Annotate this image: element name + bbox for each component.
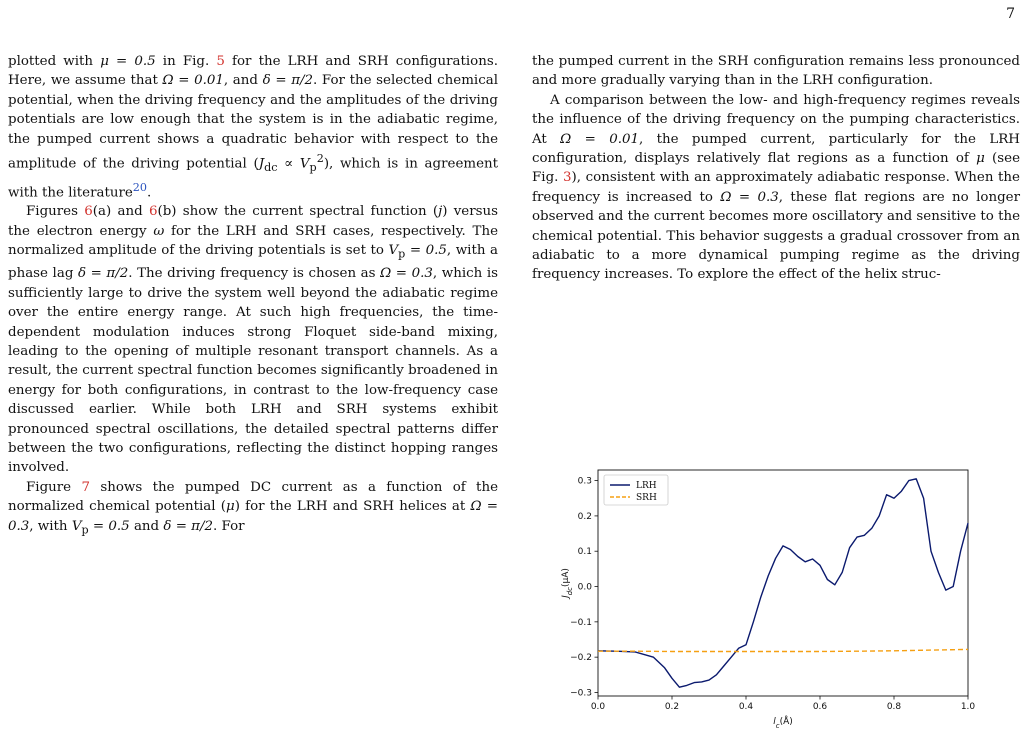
y-tick-label: −0.2 xyxy=(570,653,592,664)
right-column xyxy=(532,52,1020,285)
citation-20[interactable]: 20 xyxy=(132,180,147,194)
legend-label-srh: SRH xyxy=(636,493,657,503)
x-tick-label: 0.0 xyxy=(590,702,606,712)
y-tick-label: 0.1 xyxy=(577,547,592,558)
series-line-lrh xyxy=(598,479,968,687)
y-tick-label: −0.3 xyxy=(570,688,592,699)
fig-ref-7[interactable]: 7 xyxy=(81,479,90,495)
legend-label-lrh: LRH xyxy=(636,481,657,491)
x-axis-label: $l_c(Å)$ xyxy=(773,717,793,730)
paragraph-5: A comparison between the low- and high-frequency regimes reveals the influence of the driving frequency on the pumping characteristics. At Ω = 0.01, the pumped current, particularly for the LRH configuration, displays relatively flat regions as a function of μ (see Fig. 3), consistent with an approximately adiabatic response. When the frequency is increased to Ω = 0.3, these flat regions are no longer observed and the current becomes more oscillatory and sensitive to the chemical potential. This behavior suggests a gradual crossover from an adiabatic to a more dynamical pumping regime as the driving frequency increases. To explore the effect of the helix struc- xyxy=(532,92,1021,283)
y-tick-label: 0.2 xyxy=(577,511,592,522)
fig-ref-6a[interactable]: 6 xyxy=(84,204,93,220)
series-line-srh xyxy=(598,649,968,651)
paragraph-4: the pumped current in the SRH configuration remains less pronounced and more gradually varying than in the LRH configuration. xyxy=(532,54,1020,89)
y-tick-label: 0.0 xyxy=(577,582,592,593)
paragraph-2: Figures 6(a) and 6(b) show the current spectral function (j) versus the electron energy ω for the LRH and SRH cases, respectively. The normalized amplitude of the driving potentials is set to $V_p = 0.5$, with a phase lag δ = π/2. The driving frequency is chosen as Ω = 0.3, which is sufficiently large to drive the system well beyond the adiabatic regime over the entire energy range. At such high frequencies, the time-dependent modulation induces strong Floquet side-band mixing, leading to the opening of multiple resonant transport channels. As a result, the current spectral function becomes significantly broadened in energy for both configurations, in contrast to the low-frequency case discussed earlier. While both LRH and SRH systems exhibit pronounced spectral oscillations, the detailed spectral patterns differ between the two configurations, reflecting the distinct hopping ranges involved. xyxy=(8,204,499,476)
x-tick-label: 0.2 xyxy=(664,702,680,712)
page-number: 7 xyxy=(1006,6,1015,22)
fig-ref-5[interactable]: 5 xyxy=(216,54,225,69)
x-tick-label: 0.4 xyxy=(738,702,754,712)
y-axis-label: $J_{dc}(\mu A)$ xyxy=(561,568,574,598)
y-tick-label: −0.1 xyxy=(570,617,592,628)
paragraph-3: Figure 7 shows the pumped DC current as a function of the normalized chemical potential (μ) for the LRH and SRH helices at Ω = 0.3, with $V_p = 0.5$ and δ = π/2. For xyxy=(8,479,498,537)
paragraph-1: plotted with μ = 0.5 in Fig. 5 for the LRH and SRH configurations. Here, we assume that Ω = 0.01, and δ = π/2. For the selected chemical potential, when the driving frequency and the amplitudes of the driving potentials are low enough that the system is in the adiabatic regime, the pumped current shows a quadratic behavior with respect to the amplitude of the driving potential $(J_{dc} \propto V_p^2)$, which is in agreement with the literature$^{20}$. xyxy=(8,54,498,201)
figure-7 xyxy=(548,462,1028,737)
fig-ref-6b[interactable]: 6 xyxy=(148,204,158,220)
dc-current-chart xyxy=(548,462,1028,737)
y-tick-label: 0.3 xyxy=(577,476,592,487)
fig-ref-3[interactable]: 3 xyxy=(563,170,572,186)
left-column xyxy=(8,52,498,540)
x-tick-label: 1.0 xyxy=(960,702,976,712)
x-tick-label: 0.8 xyxy=(886,702,902,712)
x-tick-label: 0.6 xyxy=(812,702,828,712)
